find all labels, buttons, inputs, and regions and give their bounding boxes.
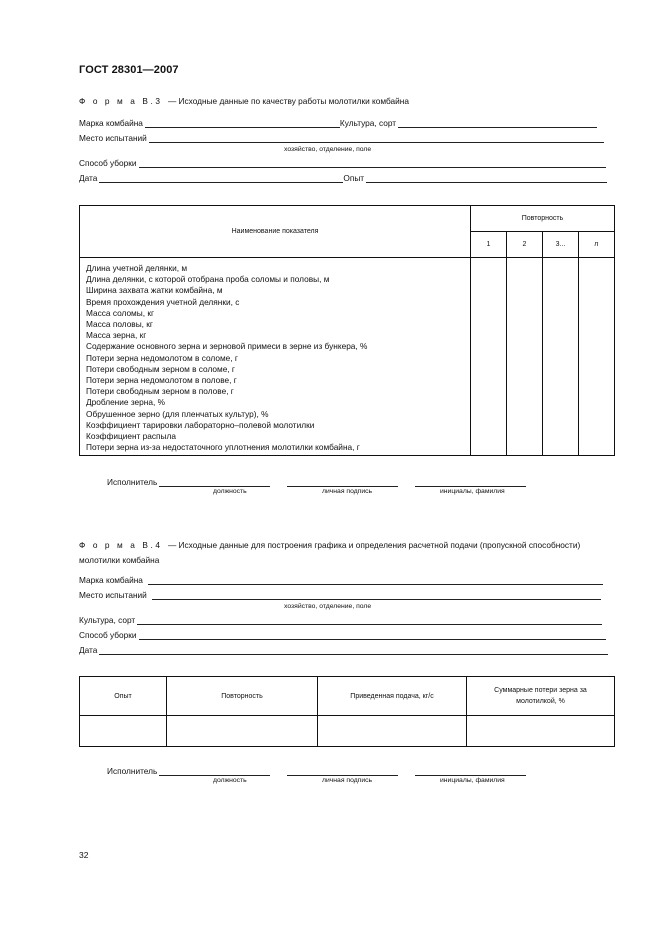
field-line-combine-brand[interactable] bbox=[145, 118, 340, 128]
indicator-item: Дробление зерна, % bbox=[86, 397, 165, 408]
column-header-rep-3: 3... bbox=[543, 232, 579, 258]
executor-label: Исполнитель bbox=[107, 477, 158, 487]
form-b3-title-text: — Исходные данные по качеству работы молотилки комбайна bbox=[167, 96, 409, 106]
column-header-repetition: Повторность bbox=[167, 677, 318, 716]
indicator-item: Коэффициент тарировки лабораторно–полевой молотилки bbox=[86, 419, 315, 430]
column-header-feed-rate: Приведенная подача, кг/с bbox=[318, 677, 467, 716]
indicator-item: Потери свободным зерном в соломе, г bbox=[86, 363, 235, 374]
field-line-combine-brand[interactable] bbox=[148, 575, 603, 585]
indicator-item: Потери зерна недомолотом в полове, г bbox=[86, 375, 237, 386]
executor-label: Исполнитель bbox=[107, 766, 158, 776]
field-row-b4-brand bbox=[79, 575, 603, 585]
field-line-harvest-method[interactable] bbox=[139, 158, 606, 168]
indicator-item: Потери свободным зерном в полове, г bbox=[86, 386, 234, 397]
data-cell-feed-rate[interactable] bbox=[318, 716, 467, 747]
signature-line-position[interactable] bbox=[159, 476, 270, 487]
column-header-experiment: Опыт bbox=[80, 677, 167, 716]
page-number: 32 bbox=[79, 850, 89, 860]
field-row-b4-date bbox=[79, 645, 608, 655]
caption-test-place: хозяйство, отделение, поле bbox=[284, 603, 372, 610]
form-b4-title-text: — Исходные данные для построения графика и определения расчетной подачи (пропускной способности) молотилки комбайна bbox=[79, 540, 581, 565]
field-row-harvest-method bbox=[79, 158, 606, 168]
data-cell-rep-n[interactable] bbox=[579, 258, 615, 456]
form-b4-title bbox=[79, 538, 617, 568]
indicator-item: Масса половы, кг bbox=[86, 319, 153, 330]
caption-signature: личная подпись bbox=[322, 488, 373, 495]
field-line-experiment[interactable] bbox=[366, 173, 607, 183]
indicator-item: Содержание основного зерна и зерновой примеси в зерне из бункера, % bbox=[86, 341, 368, 352]
indicator-list bbox=[80, 258, 471, 456]
feed-rate-table bbox=[79, 676, 615, 747]
field-row-b4-harvest bbox=[79, 630, 606, 640]
field-label-date: Дата bbox=[79, 173, 98, 183]
field-label-combine-brand: Марка комбайна bbox=[79, 118, 143, 128]
field-label-harvest-method: Способ уборки bbox=[79, 158, 137, 168]
caption-name: инициалы, фамилия bbox=[440, 777, 505, 784]
column-header-rep-2: 2 bbox=[507, 232, 543, 258]
field-label-date: Дата bbox=[79, 645, 98, 655]
field-line-date[interactable] bbox=[99, 645, 608, 655]
field-line-harvest-method[interactable] bbox=[139, 630, 606, 640]
column-header-total-losses: Суммарные потери зерна за молотилкой, % bbox=[467, 677, 615, 716]
column-header-repetition: Повторность bbox=[471, 206, 615, 232]
caption-signature: личная подпись bbox=[322, 777, 373, 784]
field-row-test-place bbox=[79, 133, 604, 143]
indicator-item: Коэффициент распыла bbox=[86, 431, 176, 442]
signature-block-b4 bbox=[107, 765, 526, 776]
field-label-crop-variety: Культура, сорт bbox=[79, 615, 136, 625]
field-line-crop-variety[interactable] bbox=[137, 615, 602, 625]
form-b3-title bbox=[79, 96, 409, 106]
data-cell-total-losses[interactable] bbox=[467, 716, 615, 747]
indicator-item: Длина учетной делянки, м bbox=[86, 263, 188, 273]
signature-line-name[interactable] bbox=[415, 765, 526, 776]
signature-line-position[interactable] bbox=[159, 765, 270, 776]
signature-block-b3 bbox=[107, 476, 526, 487]
caption-position: должность bbox=[213, 777, 247, 784]
indicator-item: Потери зерна из-за недостаточного уплотнения молотилки комбайна, г bbox=[86, 442, 360, 453]
caption-test-place: хозяйство, отделение, поле bbox=[284, 146, 372, 153]
field-line-test-place[interactable] bbox=[149, 133, 604, 143]
field-label-harvest-method: Способ уборки bbox=[79, 630, 137, 640]
field-row-b4-crop bbox=[79, 615, 602, 625]
form-b4-label: Ф о р м а В.4 bbox=[79, 540, 163, 550]
field-label-combine-brand: Марка комбайна bbox=[79, 575, 143, 585]
field-line-test-place[interactable] bbox=[152, 590, 601, 600]
data-cell-rep-3[interactable] bbox=[543, 258, 579, 456]
indicator-item: Длина делянки, с которой отобрана проба соломы и половы, м bbox=[86, 274, 330, 285]
indicator-item: Обрушенное зерно (для пленчатых культур), % bbox=[86, 408, 269, 419]
field-label-test-place: Место испытаний bbox=[79, 133, 147, 143]
signature-line-signature[interactable] bbox=[287, 476, 398, 487]
indicator-item: Масса зерна, кг bbox=[86, 330, 147, 341]
document-header: ГОСТ 28301—2007 bbox=[79, 64, 179, 76]
field-label-experiment: Опыт bbox=[343, 173, 365, 183]
caption-name: инициалы, фамилия bbox=[440, 488, 505, 495]
field-row-b4-test-place bbox=[79, 590, 601, 600]
data-cell-experiment[interactable] bbox=[80, 716, 167, 747]
field-line-date[interactable] bbox=[99, 173, 343, 183]
form-b3-label: Ф о р м а В.3 bbox=[79, 96, 163, 106]
data-cell-rep-2[interactable] bbox=[507, 258, 543, 456]
indicator-item: Ширина захвата жатки комбайна, м bbox=[86, 285, 223, 296]
column-header-indicator: Наименование показателя bbox=[80, 206, 471, 258]
signature-line-name[interactable] bbox=[415, 476, 526, 487]
data-cell-repetition[interactable] bbox=[167, 716, 318, 747]
indicator-item: Время прохождения учетной делянки, с bbox=[86, 296, 240, 307]
indicator-item: Масса соломы, кг bbox=[86, 307, 154, 318]
signature-line-signature[interactable] bbox=[287, 765, 398, 776]
column-header-rep-n: n bbox=[579, 232, 615, 258]
field-label-crop-variety: Культура, сорт bbox=[339, 118, 397, 128]
quality-data-table bbox=[79, 205, 615, 456]
caption-position: должность bbox=[213, 488, 247, 495]
field-line-crop-variety[interactable] bbox=[398, 118, 597, 128]
data-cell-rep-1[interactable] bbox=[471, 258, 507, 456]
field-label-test-place: Место испытаний bbox=[79, 590, 147, 600]
field-row-brand-crop bbox=[79, 118, 597, 128]
column-header-rep-1: 1 bbox=[471, 232, 507, 258]
field-row-date-experiment bbox=[79, 173, 607, 183]
indicator-item: Потери зерна недомолотом в соломе, г bbox=[86, 352, 238, 363]
